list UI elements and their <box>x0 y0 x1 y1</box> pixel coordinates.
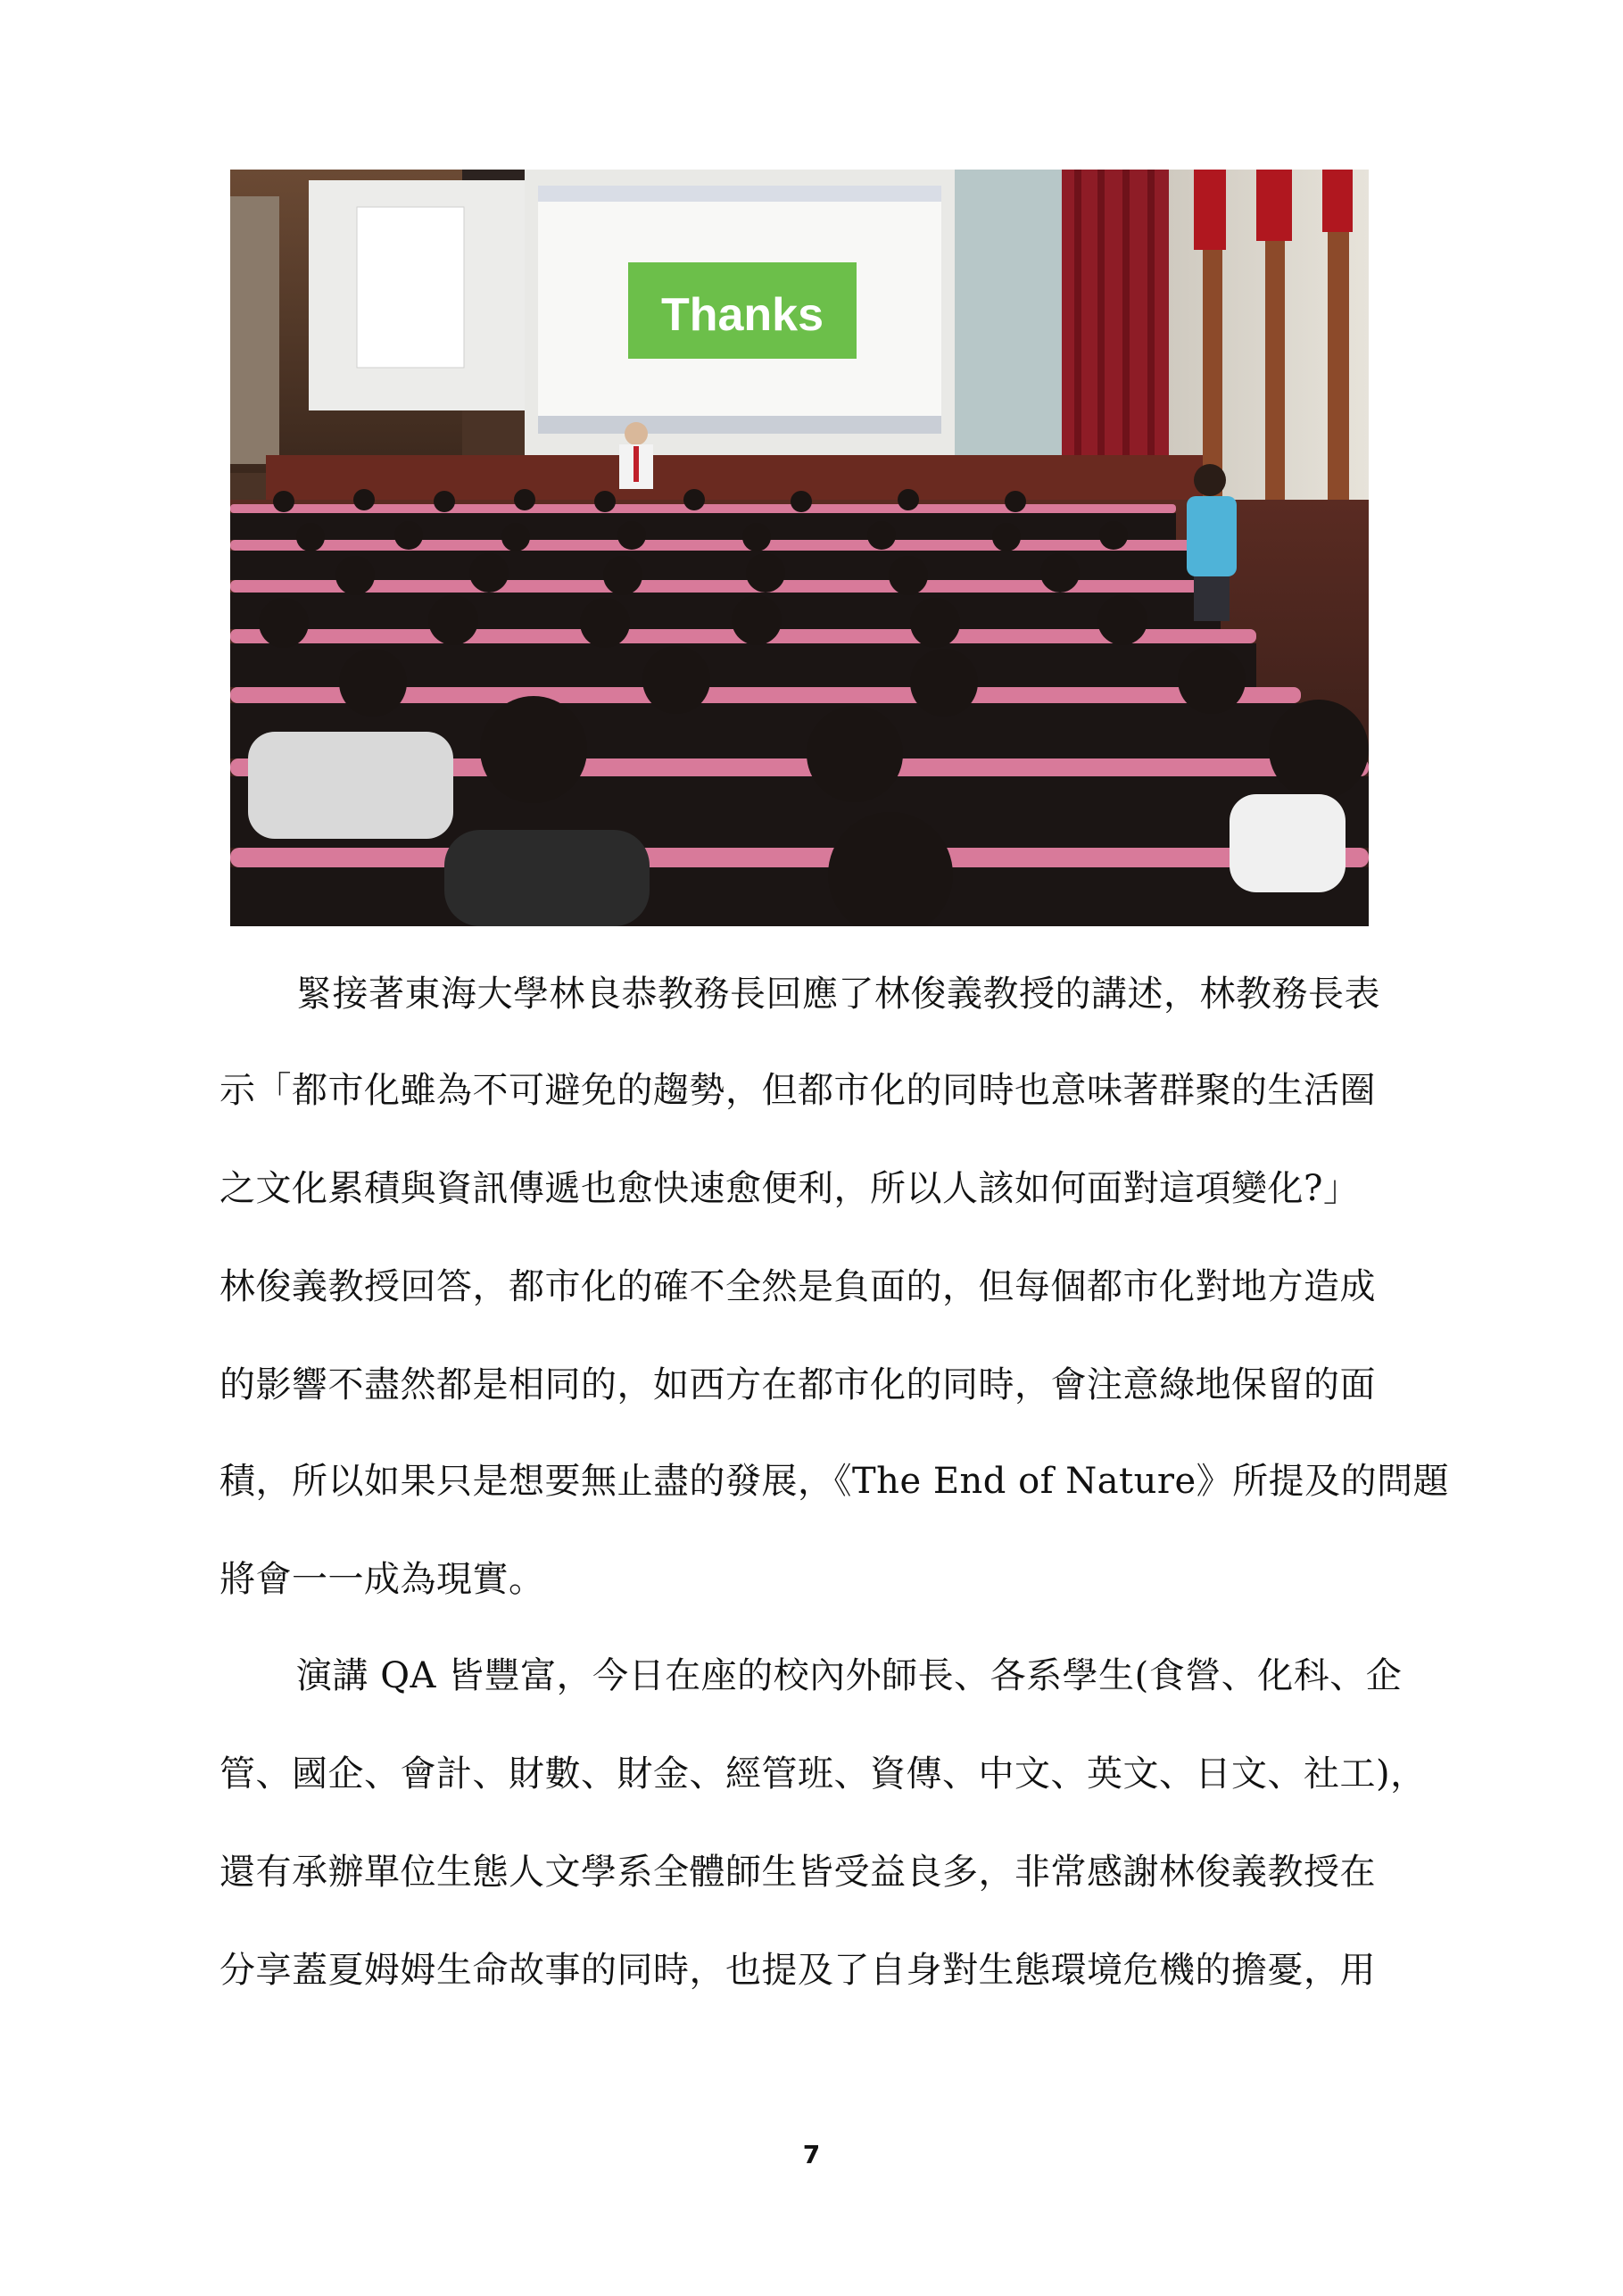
text-line: 之文化累積與資訊傳遞也愈快速愈便利，所以人該如何面對這項變化?」 <box>219 1168 1360 1209</box>
lecture-hall-photo <box>230 170 1369 926</box>
text-line: 示「都市化雖為不可避免的趨勢，但都市化的同時也意味著群聚的生活圈 <box>219 1070 1376 1111</box>
text-line: 緊接著東海大學林良恭教務長回應了林俊義教授的講述，林教務長表 <box>296 974 1380 1015</box>
text-line: 將會一一成為現實。 <box>219 1559 545 1600</box>
text-line: 還有承辦單位生態人文學系全體師生皆受益良多，非常感謝林俊義教授在 <box>219 1852 1376 1893</box>
text-line: 分享蓋夏姆姆生命故事的同時，也提及了自身對生態環境危機的擔憂，用 <box>219 1950 1376 1991</box>
text-line: 演講 QA 皆豐富，今日在座的校內外師長、各系學生(食營、化科、企 <box>296 1655 1403 1696</box>
text-line: 積，所以如果只是想要無止盡的發展，《The End of Nature》所提及的問題 <box>219 1461 1450 1502</box>
text-line: 林俊義教授回答，都市化的確不全然是負面的，但每個都市化對地方造成 <box>219 1266 1376 1307</box>
text-line: 的影響不盡然都是相同的，如西方在都市化的同時，會注意綠地保留的面 <box>219 1364 1376 1405</box>
text-line: 管、國企、會計、財數、財金、經管班、資傳、中文、英文、日文、社工)， <box>219 1753 1427 1795</box>
slide-thanks-text: Thanks <box>660 289 824 341</box>
page-number: 7 <box>802 2140 821 2169</box>
